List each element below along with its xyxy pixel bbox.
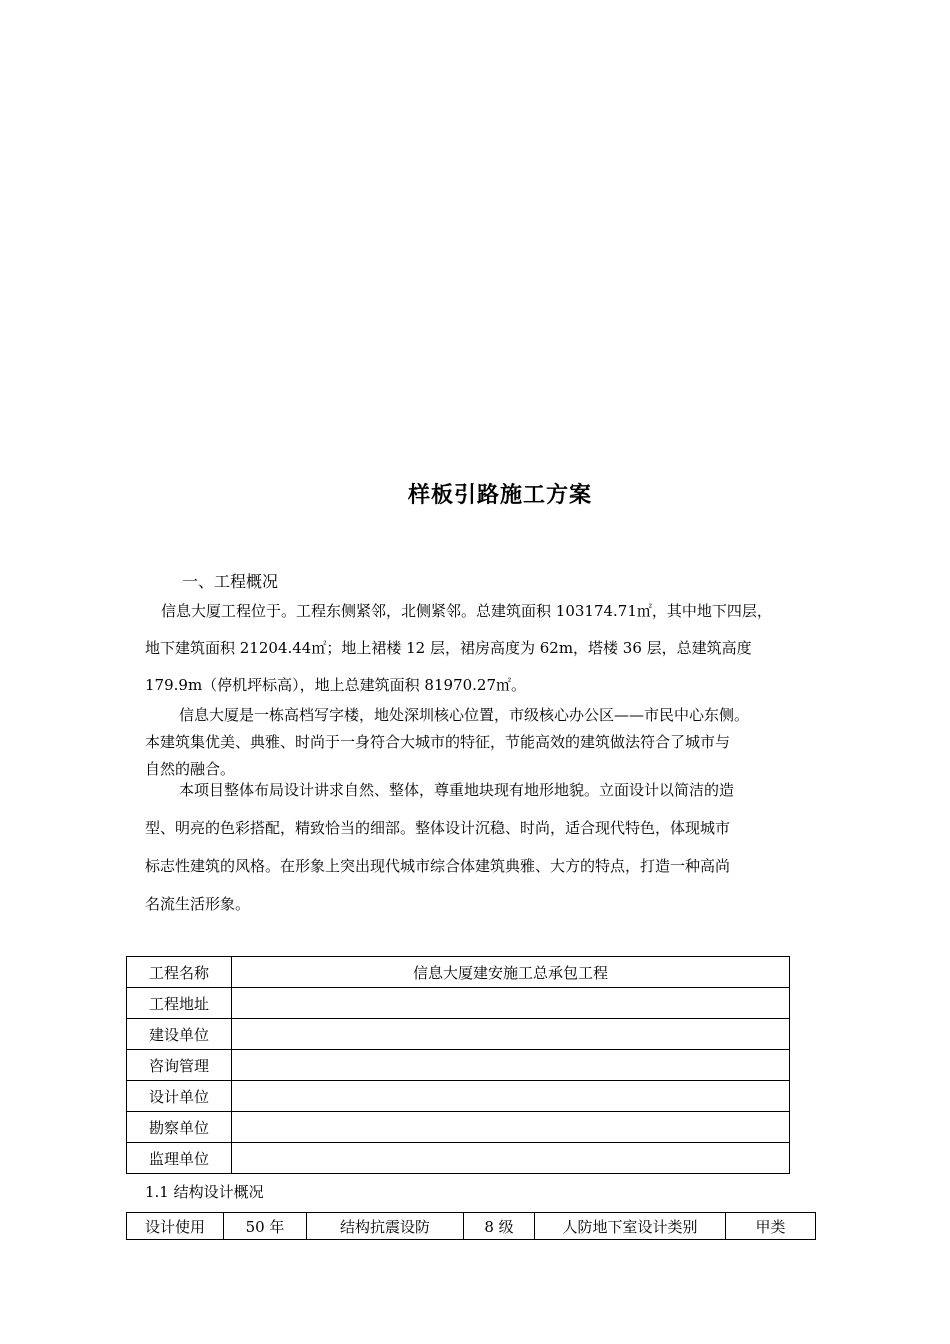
table-label-cell: 监理单位	[127, 1143, 232, 1174]
paragraph-overview	[145, 593, 820, 704]
paragraph-line: 本项目整体布局设计讲求自然、整体，尊重地块现有地形地貌。立面设计以简洁的造	[179, 781, 735, 799]
table-cell: 50 年	[224, 1213, 307, 1240]
table-value-cell	[232, 1112, 790, 1143]
paragraph-line: 信息大厦工程位于。工程东侧紧邻，北侧紧邻。总建筑面积 103174.71㎡，其中地下四层，	[161, 602, 772, 620]
table-row	[127, 1143, 790, 1174]
document-title: 样板引路施工方案	[407, 483, 592, 508]
table-row	[127, 988, 790, 1019]
table-label-cell: 工程地址	[127, 988, 232, 1019]
paragraph-line: 179.9m（停机坪标高），地上总建筑面积 81970.27㎡。	[145, 676, 527, 694]
table-label-cell: 勘察单位	[127, 1112, 232, 1143]
paragraph-line: 自然的融合。	[145, 760, 236, 778]
table-row	[127, 1213, 816, 1240]
paragraph-line: 名流生活形象。	[145, 895, 251, 913]
paragraph-design	[145, 771, 820, 923]
table-row	[127, 1050, 790, 1081]
table-value-cell	[232, 1143, 790, 1174]
table-row	[127, 1081, 790, 1112]
structure-table	[126, 1212, 816, 1240]
section-heading: 一、工程概况	[182, 572, 279, 591]
table-row	[127, 957, 790, 988]
table-value-cell	[232, 1081, 790, 1112]
table-value-cell	[232, 1050, 790, 1081]
table-cell: 结构抗震设防	[307, 1213, 464, 1240]
table-label-cell: 咨询管理	[127, 1050, 232, 1081]
paragraph-line: 型、明亮的色彩搭配，精致恰当的细部。整体设计沉稳、时尚，适合现代特色，体现城市	[145, 819, 731, 837]
paragraph-line: 地下建筑面积 21204.44㎡；地上裙楼 12 层，裙房高度为 62m，塔楼 36 层，总建筑高度	[145, 639, 752, 657]
paragraph-line: 标志性建筑的风格。在形象上突出现代城市综合体建筑典雅、大方的特点，打造一种高尚	[145, 857, 731, 875]
subsection-heading: 1.1 结构设计概况	[145, 1183, 264, 1201]
table-label-cell: 设计单位	[127, 1081, 232, 1112]
table-value-cell: 信息大厦建安施工总承包工程	[232, 957, 790, 988]
table-label-cell: 建设单位	[127, 1019, 232, 1050]
table-cell: 人防地下室设计类别	[535, 1213, 726, 1240]
project-info-table	[126, 956, 790, 1174]
paragraph-line: 信息大厦是一栋高档写字楼，地处深圳核心位置，市级核心办公区——市民中心东侧。	[179, 706, 750, 724]
table-cell: 甲类	[726, 1213, 816, 1240]
table-label-cell: 工程名称	[127, 957, 232, 988]
table-cell: 设计使用	[127, 1213, 224, 1240]
table-row	[127, 1019, 790, 1050]
table-value-cell	[232, 1019, 790, 1050]
table-value-cell	[232, 988, 790, 1019]
paragraph-line: 本建筑集优美、典雅、时尚于一身符合大城市的特征，节能高效的建筑做法符合了城市与	[145, 733, 731, 751]
table-row	[127, 1112, 790, 1143]
table-cell: 8 级	[464, 1213, 535, 1240]
